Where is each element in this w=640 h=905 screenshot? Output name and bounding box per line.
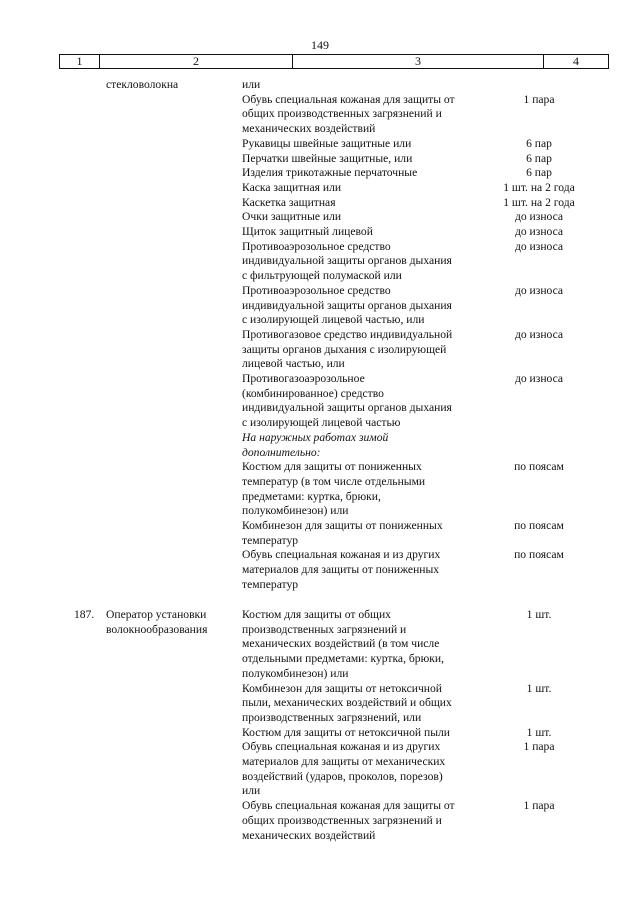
ppe-item-text: материалов для защиты от механических [242, 755, 446, 768]
ppe-item-text: производственных загрязнений, или [242, 710, 422, 724]
ppe-item-text: температур (в том числе отдельными [242, 474, 426, 488]
table-header-row [59, 54, 609, 69]
ppe-item-text: Противогазовое средство индивидуальной [242, 327, 453, 341]
ppe-item-text: полукомбинезон) или [242, 666, 349, 680]
ppe-item-norm: по поясам [514, 548, 564, 562]
header-col-2: 2 [100, 55, 293, 68]
ppe-item-text: общих производственных загрязнений и [242, 107, 442, 121]
ppe-item-norm: 1 пара [523, 799, 555, 813]
ppe-item-norm: 1 пара [523, 740, 555, 754]
ppe-item-norm: 1 шт. [526, 608, 552, 621]
ppe-item-text: воздействий (ударов, проколов, порезов) [242, 769, 443, 783]
ppe-item-text: температур [242, 533, 299, 547]
ppe-item-norm: до износа [514, 327, 564, 341]
ppe-item-norm: до износа [514, 225, 564, 238]
ppe-item-text: или [242, 78, 261, 91]
ppe-item-text: Обувь специальная кожаная для защиты от [242, 799, 455, 813]
ppe-item-text: Каска защитная или [242, 180, 342, 194]
ppe-item-text: индивидуальной защиты органов дыхания [242, 401, 452, 415]
ppe-item-text: Изделия трикотажные перчаточные [242, 166, 418, 180]
header-col-4: 4 [573, 54, 579, 68]
ppe-item-norm: 6 пар [526, 166, 552, 180]
ppe-item-text: Противоаэрозольное средство [242, 239, 391, 253]
ppe-item-text: защиты органов дыхания с изолирующей [242, 342, 447, 356]
ppe-item-text: Очки защитные или [242, 210, 342, 224]
ppe-item-norm: 6 пар [526, 151, 552, 165]
ppe-item-text: с изолирующей лицевой частью [242, 416, 401, 430]
ppe-item-norm: 6 пар [526, 136, 552, 150]
ppe-item-norm: по поясам [514, 460, 564, 474]
ppe-item-text: Обувь специальная кожаная для защиты от [242, 92, 455, 106]
ppe-item-text: Противоаэрозольное средство [242, 283, 391, 297]
ppe-item-norm: 1 шт. на 2 года [503, 180, 575, 194]
ppe-item-text: температур [242, 577, 299, 591]
ppe-item-text: Рукавицы швейные защитные или [242, 136, 412, 150]
ppe-item-norm: до износа [514, 372, 564, 385]
ppe-item-text: Комбинезон для защиты от нетоксичной [242, 681, 443, 695]
ppe-item-text: Костюм для защиты от пониженных [242, 460, 422, 474]
ppe-item-norm: 1 шт. [526, 681, 552, 695]
ppe-item-text: На наружных работах зимой [242, 430, 389, 444]
ppe-item-text: индивидуальной защиты органов дыхания [242, 254, 452, 268]
row-187-position-name: волокнообразования [106, 622, 208, 636]
page-number: 149 [311, 38, 329, 52]
ppe-item-text: Перчатки швейные защитные, или [242, 151, 413, 165]
ppe-item-text: Комбинезон для защиты от пониженных [242, 519, 443, 532]
ppe-item-text: общих производственных загрязнений и [242, 813, 442, 827]
ppe-item-norm: до износа [514, 210, 564, 224]
ppe-item-norm: до износа [514, 239, 564, 253]
ppe-item-text: Костюм для защиты от общих [242, 608, 391, 621]
ppe-item-text: предметами: куртка, брюки, [242, 489, 381, 503]
ppe-item-text: (комбинированное) средство [242, 386, 384, 400]
ppe-item-norm: 1 шт. [526, 725, 552, 739]
ppe-item-text: механических воздействий [242, 122, 376, 136]
ppe-item-text: индивидуальной защиты органов дыхания [242, 298, 452, 312]
ppe-item-text: с фильтрующей полумаской или [242, 269, 402, 283]
ppe-item-text: Противогазоаэрозольное [242, 372, 365, 385]
header-col-3: 3 [293, 55, 544, 68]
ppe-item-text: Каскетка защитная [242, 195, 336, 209]
ppe-item-norm: до износа [514, 283, 564, 297]
ppe-item-norm: 1 пара [523, 92, 555, 106]
ppe-item-text: полукомбинезон) или [242, 504, 349, 518]
ppe-item-text: Костюм для защиты от нетоксичной пыли [242, 725, 451, 739]
ppe-item-text: механических воздействий [242, 828, 376, 842]
row-187-number: 187. [74, 608, 95, 621]
row-prev-position-name: стекловолокна [106, 78, 179, 91]
row-187-position-name: Оператор установки [106, 608, 207, 621]
ppe-item-text: Обувь специальная кожаная и из других [242, 740, 441, 754]
ppe-item-text: пыли, механических воздействий и общих [242, 696, 452, 710]
ppe-item-text: Щиток защитный лицевой [242, 225, 373, 238]
ppe-item-norm: 1 шт. на 2 года [503, 195, 575, 209]
ppe-item-norm: по поясам [514, 519, 564, 532]
ppe-item-text: или [242, 784, 261, 798]
ppe-item-text: Обувь специальная кожаная и из других [242, 548, 441, 562]
ppe-item-text: производственных загрязнений и [242, 622, 407, 636]
ppe-item-text: материалов для защиты от пониженных [242, 563, 440, 577]
ppe-item-text: дополнительно: [242, 445, 321, 459]
ppe-item-text: лицевой частью, или [242, 357, 345, 371]
header-col-1: 1 [60, 55, 100, 68]
ppe-item-text: с изолирующей лицевой частью, или [242, 313, 425, 327]
ppe-item-text: отдельными предметами: куртка, брюки, [242, 652, 444, 666]
ppe-item-text: механических воздействий (в том числе [242, 637, 440, 651]
